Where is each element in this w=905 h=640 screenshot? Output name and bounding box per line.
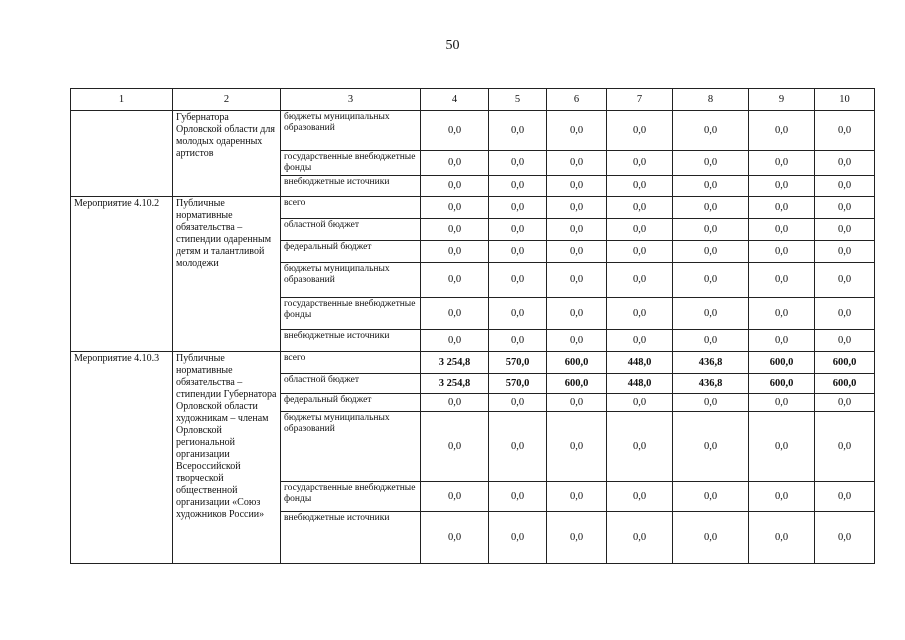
amount-cell: 0,0 [749,197,815,219]
amount-cell: 0,0 [815,412,875,482]
amount-cell: 0,0 [673,176,749,197]
funding-source: государственные внебюджетные фонды [281,298,421,330]
amount-cell: 0,0 [489,263,547,298]
amount-cell: 0,0 [547,197,607,219]
amount-cell: 0,0 [421,219,489,241]
amount-cell: 0,0 [421,197,489,219]
amount-cell: 0,0 [421,412,489,482]
amount-cell: 600,0 [815,352,875,374]
amount-cell: 0,0 [547,219,607,241]
activity-code: Мероприятие 4.10.3 [71,352,173,564]
amount-cell: 0,0 [607,512,673,564]
table-row [71,197,875,219]
amount-cell: 570,0 [489,374,547,394]
amount-cell: 0,0 [607,482,673,512]
amount-cell: 0,0 [547,151,607,176]
amount-cell: 0,0 [607,412,673,482]
amount-cell: 0,0 [815,111,875,151]
activity-code: Мероприятие 4.10.2 [71,197,173,352]
amount-cell: 600,0 [749,374,815,394]
amount-cell: 0,0 [749,111,815,151]
amount-cell: 0,0 [607,111,673,151]
amount-cell: 0,0 [749,394,815,412]
activity-description: Губернатора Орловской области для молодых одаренных артистов [173,111,281,197]
funding-source: областной бюджет [281,374,421,394]
activity-description: Публичные нормативные обязательства – стипендии одаренным детям и талантливой молодежи [173,197,281,352]
amount-cell: 0,0 [607,263,673,298]
col-number-7: 7 [607,89,673,111]
amount-cell: 0,0 [421,482,489,512]
amount-cell: 0,0 [489,412,547,482]
amount-cell: 0,0 [749,263,815,298]
amount-cell: 0,0 [749,482,815,512]
activity-description: Публичные нормативные обязательства – стипендии Губернатора Орловской области художникам – членам Орловской региональной организации Всероссийской творческой общественной организации «Союз художников России» [173,352,281,564]
amount-cell: 0,0 [815,219,875,241]
funding-source: бюджеты муниципальных образований [281,263,421,298]
amount-cell: 0,0 [489,176,547,197]
amount-cell: 3 254,8 [421,374,489,394]
amount-cell: 0,0 [673,394,749,412]
amount-cell: 0,0 [489,330,547,352]
amount-cell: 0,0 [489,111,547,151]
amount-cell: 600,0 [547,374,607,394]
amount-cell: 0,0 [547,111,607,151]
amount-cell: 0,0 [815,394,875,412]
amount-cell: 0,0 [547,263,607,298]
amount-cell: 0,0 [749,151,815,176]
col-number-6: 6 [547,89,607,111]
amount-cell: 0,0 [673,330,749,352]
amount-cell: 0,0 [547,482,607,512]
amount-cell: 0,0 [607,330,673,352]
amount-cell: 0,0 [421,176,489,197]
amount-cell: 436,8 [673,374,749,394]
col-number-1: 1 [71,89,173,111]
amount-cell: 0,0 [815,151,875,176]
amount-cell: 0,0 [673,482,749,512]
amount-cell: 0,0 [749,241,815,263]
amount-cell: 0,0 [607,394,673,412]
amount-cell: 0,0 [607,176,673,197]
amount-cell: 0,0 [547,298,607,330]
amount-cell: 0,0 [489,197,547,219]
col-number-3: 3 [281,89,421,111]
amount-cell: 600,0 [815,374,875,394]
amount-cell: 0,0 [489,219,547,241]
col-number-2: 2 [173,89,281,111]
amount-cell: 0,0 [749,512,815,564]
funding-source: областной бюджет [281,219,421,241]
funding-source: государственные внебюджетные фонды [281,482,421,512]
amount-cell: 0,0 [673,298,749,330]
funding-source: государственные внебюджетные фонды [281,151,421,176]
amount-cell: 600,0 [547,352,607,374]
amount-cell: 0,0 [547,512,607,564]
amount-cell: 0,0 [673,197,749,219]
page-number: 50 [445,38,460,53]
amount-cell: 0,0 [421,111,489,151]
col-number-4: 4 [421,89,489,111]
funding-source: федеральный бюджет [281,241,421,263]
funding-source: всего [281,352,421,374]
funding-source: внебюджетные источники [281,512,421,564]
amount-cell: 3 254,8 [421,352,489,374]
amount-cell: 0,0 [815,241,875,263]
amount-cell: 0,0 [749,219,815,241]
amount-cell: 0,0 [673,263,749,298]
funding-source: федеральный бюджет [281,394,421,412]
amount-cell: 0,0 [421,330,489,352]
amount-cell: 0,0 [815,197,875,219]
amount-cell: 0,0 [815,263,875,298]
funding-source: всего [281,197,421,219]
amount-cell: 448,0 [607,374,673,394]
amount-cell: 570,0 [489,352,547,374]
amount-cell: 0,0 [421,263,489,298]
amount-cell: 0,0 [815,482,875,512]
amount-cell: 0,0 [421,394,489,412]
header-row [71,89,875,111]
amount-cell: 0,0 [815,512,875,564]
amount-cell: 0,0 [749,176,815,197]
amount-cell: 0,0 [547,412,607,482]
amount-cell: 0,0 [749,298,815,330]
funding-source: внебюджетные источники [281,330,421,352]
table-row [71,352,875,374]
amount-cell: 600,0 [749,352,815,374]
amount-cell: 0,0 [607,219,673,241]
amount-cell: 0,0 [607,241,673,263]
amount-cell: 0,0 [749,412,815,482]
amount-cell: 0,0 [489,298,547,330]
amount-cell: 0,0 [673,151,749,176]
amount-cell: 0,0 [607,151,673,176]
amount-cell: 0,0 [547,176,607,197]
amount-cell: 0,0 [421,241,489,263]
funding-source: бюджеты муниципальных образований [281,111,421,151]
amount-cell: 0,0 [673,512,749,564]
col-number-8: 8 [673,89,749,111]
amount-cell: 0,0 [421,151,489,176]
table-row [71,111,875,151]
budget-table [70,88,875,564]
amount-cell: 0,0 [547,241,607,263]
col-number-10: 10 [815,89,875,111]
amount-cell: 0,0 [421,298,489,330]
amount-cell: 0,0 [547,330,607,352]
amount-cell: 0,0 [673,412,749,482]
amount-cell: 436,8 [673,352,749,374]
amount-cell: 0,0 [673,111,749,151]
amount-cell: 0,0 [749,330,815,352]
col-number-9: 9 [749,89,815,111]
funding-source: внебюджетные источники [281,176,421,197]
amount-cell: 0,0 [489,482,547,512]
amount-cell: 0,0 [815,298,875,330]
activity-code [71,111,173,197]
amount-cell: 0,0 [607,298,673,330]
amount-cell: 0,0 [489,512,547,564]
amount-cell: 0,0 [673,219,749,241]
amount-cell: 0,0 [489,151,547,176]
amount-cell: 0,0 [607,197,673,219]
amount-cell: 0,0 [489,394,547,412]
funding-source: бюджеты муниципальных образований [281,412,421,482]
amount-cell: 448,0 [607,352,673,374]
amount-cell: 0,0 [421,512,489,564]
col-number-5: 5 [489,89,547,111]
amount-cell: 0,0 [673,241,749,263]
amount-cell: 0,0 [815,176,875,197]
amount-cell: 0,0 [815,330,875,352]
amount-cell: 0,0 [547,394,607,412]
amount-cell: 0,0 [489,241,547,263]
